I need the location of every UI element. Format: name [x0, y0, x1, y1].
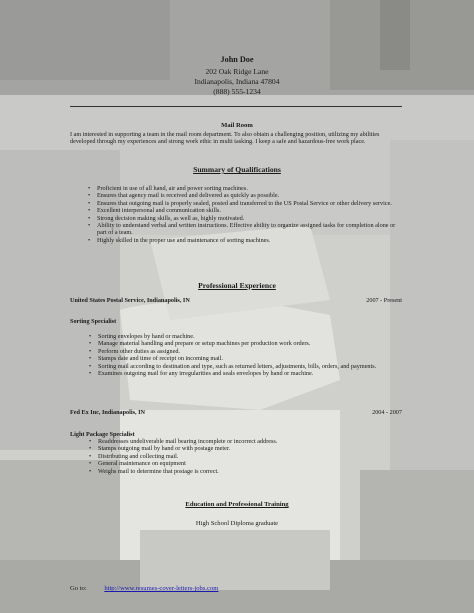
job-1-duties	[98, 333, 398, 377]
job-2-duties	[98, 438, 398, 475]
list-item: • Stamps outgoing mail by hand or with postage meter.	[98, 445, 398, 452]
applicant-name: John Doe	[220, 55, 254, 64]
list-item: • Ability to understand verbal and written instructions. Effective ability to organize assigned tasks for completion alone or part of a team.	[97, 222, 399, 237]
list-item: • Stamps date and time of receipt on incoming mail.	[98, 355, 398, 362]
phone-number: (888) 555-1234	[213, 87, 261, 96]
footer-goto	[70, 585, 218, 592]
job-2-position: Light Package Specialist	[70, 431, 135, 438]
list-item: • Highly skilled in the proper use and maintenance of sorting machines.	[97, 237, 399, 244]
job-1-position: Sorting Specialist	[70, 318, 117, 325]
experience-heading: Professional Experience	[198, 281, 276, 290]
list-item: • Strong decision making skills, as well as, highly motivated.	[97, 215, 399, 222]
qualifications-list	[97, 185, 399, 244]
job-2-header	[70, 409, 402, 416]
list-item: • Proficient in use of all hand, air and power sorting machines.	[97, 185, 399, 192]
job-1-dates: 2007 - Present	[366, 297, 402, 304]
address-line-2: Indianapolis, Indiana 47804	[194, 77, 280, 86]
objective-text: I am interested in supporting a team in the mail room department. To also obtain a challenging position, utilizing my abilities developed through my experiences and strong work ethic in multi tasking. I keep a safe and hazardous-free work place.	[70, 131, 380, 146]
address-line-1: 202 Oak Ridge Lane	[205, 67, 269, 76]
list-item: • Sorting envelopes by hand or machine.	[98, 333, 398, 340]
job-2-dates: 2004 - 2007	[372, 409, 402, 416]
list-item: • Readdresses undeliverable mail bearing incomplete or incorrect address.	[98, 438, 398, 445]
list-item: • Distributing and collecting mail.	[98, 453, 398, 460]
goto-label: Go to:	[70, 585, 87, 592]
website-link[interactable]: http://www.resumes-cover-letters-jobs.com	[104, 585, 219, 592]
header-divider	[70, 106, 402, 107]
job-1-header	[70, 297, 402, 304]
list-item: • Manage material handling and prepare or setup machines per production work orders.	[98, 340, 398, 347]
qualifications-heading: Summary of Qualifications	[193, 165, 281, 174]
list-item: • Weighs mail to determine that postage is correct.	[98, 468, 398, 475]
list-item: • Sorting mail according to destination and type, such as returned letters, adjustments, bills, orders, and payments.	[98, 363, 398, 370]
list-item: • Perform other duties as assigned.	[98, 348, 398, 355]
education-heading: Education and Professional Training	[185, 501, 289, 508]
education-entry: High School Diploma graduate	[195, 520, 279, 527]
job-2-employer: Fed Ex Inc, Indianapolis, IN	[70, 409, 145, 416]
list-item: • Examines outgoing mail for any irregularities and seals envelopes by hand or machine.	[98, 370, 398, 377]
list-item: • Ensures that agency mail is received and delivered as quickly as possible.	[97, 192, 399, 199]
job-1-employer: United States Postal Service, Indianapolis, IN	[70, 297, 190, 304]
list-item: • General maintenance on equipment	[98, 460, 398, 467]
resume-title: Mail Room	[221, 122, 253, 129]
list-item: • Excellent interpersonal and communication skills.	[97, 207, 399, 214]
list-item: • Ensures that outgoing mail is properly sealed, posted and transferred to the US Postal Service or other delivery service.	[97, 200, 399, 207]
